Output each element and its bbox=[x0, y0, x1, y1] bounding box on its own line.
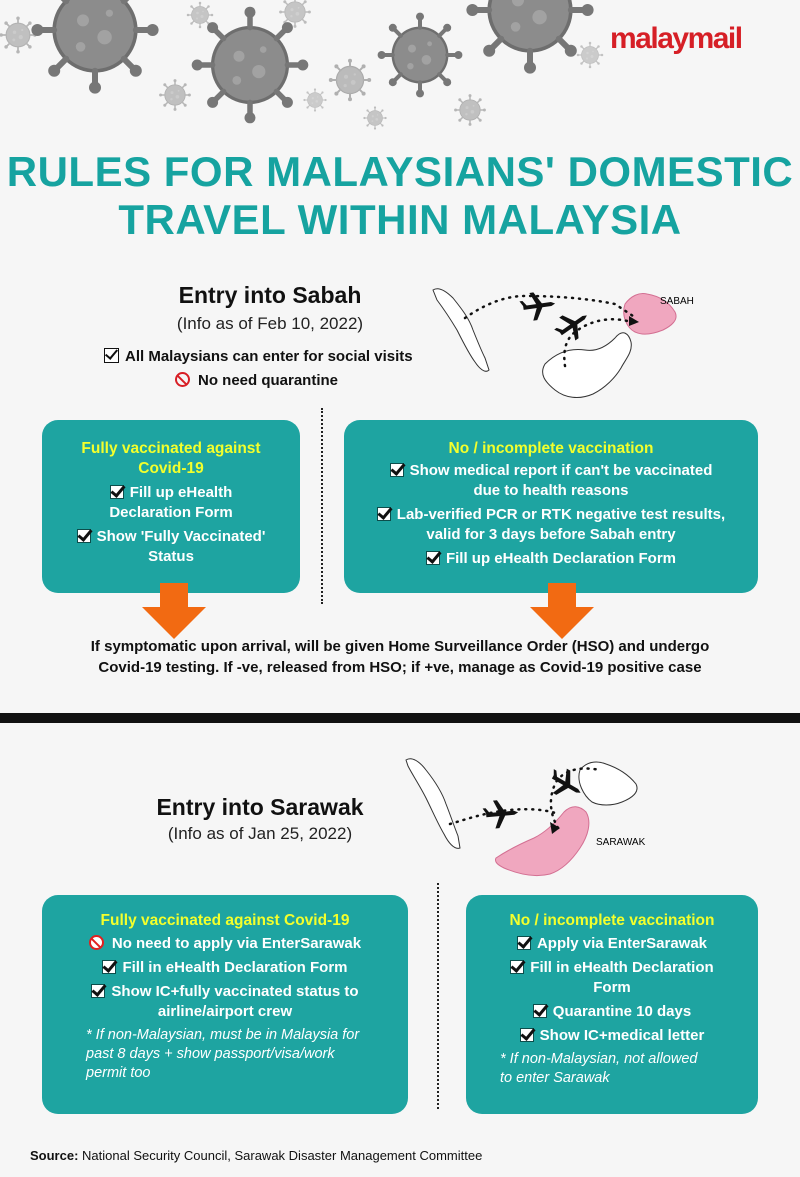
page-title: RULES FOR MALAYSIANS' DOMESTIC TRAVEL WITHIN MALAYSIA bbox=[6, 148, 794, 243]
list-item: Show IC+medical letter bbox=[466, 1026, 758, 1046]
check-icon bbox=[390, 463, 404, 477]
list-item: Fill up eHealth bbox=[42, 483, 300, 503]
list-item: Fill in eHealth Declaration Form bbox=[42, 958, 408, 978]
down-arrow-icon bbox=[530, 583, 594, 639]
source-credit: Source: National Security Council, Sarawak Disaster Management Committee bbox=[30, 1148, 483, 1163]
check-icon bbox=[517, 936, 531, 950]
sarawak-date: (Info as of Jan 25, 2022) bbox=[167, 824, 353, 843]
check-icon bbox=[510, 960, 524, 974]
sabah-map bbox=[425, 282, 700, 407]
list-item: Fill up eHealth Declaration Form bbox=[344, 549, 758, 569]
virus-decoration bbox=[0, 0, 800, 135]
check-icon bbox=[77, 529, 91, 543]
list-item: Lab-verified PCR or RTK negative test results, bbox=[344, 505, 758, 525]
list-item: Show medical report if can't be vaccinated bbox=[344, 461, 758, 481]
map-label-sarawak: SARAWAK bbox=[596, 837, 646, 848]
list-item: Apply via EnterSarawak bbox=[466, 934, 758, 954]
malaymail-logo: malaymail bbox=[610, 22, 742, 55]
sarawak-map bbox=[400, 752, 670, 882]
list-item: Fill in eHealth Declaration bbox=[466, 958, 758, 978]
column-divider bbox=[321, 408, 323, 604]
column-divider bbox=[437, 883, 439, 1109]
prohibited-icon bbox=[89, 935, 104, 950]
sabah-vaccinated-box: Fully vaccinated against Covid-19 Fill up eHealth Declaration Form Show 'Fully Vaccinated' Status bbox=[42, 420, 300, 593]
check-icon bbox=[377, 507, 391, 521]
check-icon bbox=[102, 960, 116, 974]
sabah-note-social: All Malaysians can enter for social visits bbox=[104, 348, 413, 365]
checkbox-icon bbox=[104, 348, 119, 363]
sarawak-unvaccinated-box: No / incomplete vaccination Apply via EnterSarawak Fill in eHealth Declaration Form Quarantine 10 days Show IC+medical letter * If non-Malaysian, not allowed to enter Sarawak bbox=[466, 895, 758, 1114]
check-icon bbox=[91, 984, 105, 998]
list-item: Quarantine 10 days bbox=[466, 1002, 758, 1022]
down-arrow-icon bbox=[142, 583, 206, 639]
section-divider bbox=[0, 713, 800, 723]
sarawak-vaccinated-box: Fully vaccinated against Covid-19 No need to apply via EnterSarawak Fill in eHealth Declaration Form Show IC+fully vaccinated status to airline/airport crew * If non-Malaysian, must be in Malaysia for past 8 days + show passport/visa/work permit too bbox=[42, 895, 408, 1114]
check-icon bbox=[426, 551, 440, 565]
sarawak-unvaccinated-note: * If non-Malaysian, not allowed to enter Sarawak bbox=[500, 1051, 698, 1086]
list-item: Show 'Fully Vaccinated' bbox=[42, 527, 300, 547]
sabah-date: (Info as of Feb 10, 2022) bbox=[176, 314, 364, 333]
sabah-outcome-text: If symptomatic upon arrival, will be given Home Surveillance Order (HSO) and undergo Covid-19 testing. If -ve, released from HSO; if +ve, manage as Covid-19 positive case bbox=[90, 638, 710, 676]
check-icon bbox=[533, 1004, 547, 1018]
sabah-note-quarantine: No need quarantine bbox=[175, 372, 338, 389]
prohibited-icon bbox=[175, 372, 190, 387]
sabah-heading: Entry into Sabah bbox=[178, 282, 362, 308]
sarawak-heading: Entry into Sarawak bbox=[156, 794, 364, 820]
check-icon bbox=[520, 1028, 534, 1042]
sabah-unvaccinated-box: No / incomplete vaccination Show medical report if can't be vaccinated due to health reasons Lab-verified PCR or RTK negative test results, valid for 3 days before Sabah entry Fill up eHealth Declaration Form bbox=[344, 420, 758, 593]
list-item: Show IC+fully vaccinated status to bbox=[42, 982, 408, 1002]
map-label-sabah: SABAH bbox=[660, 296, 694, 307]
list-item: No need to apply via EnterSarawak bbox=[42, 934, 408, 954]
check-icon bbox=[110, 485, 124, 499]
sarawak-vaccinated-note: * If non-Malaysian, must be in Malaysia for past 8 days + show passport/visa/work permit too bbox=[86, 1027, 360, 1081]
